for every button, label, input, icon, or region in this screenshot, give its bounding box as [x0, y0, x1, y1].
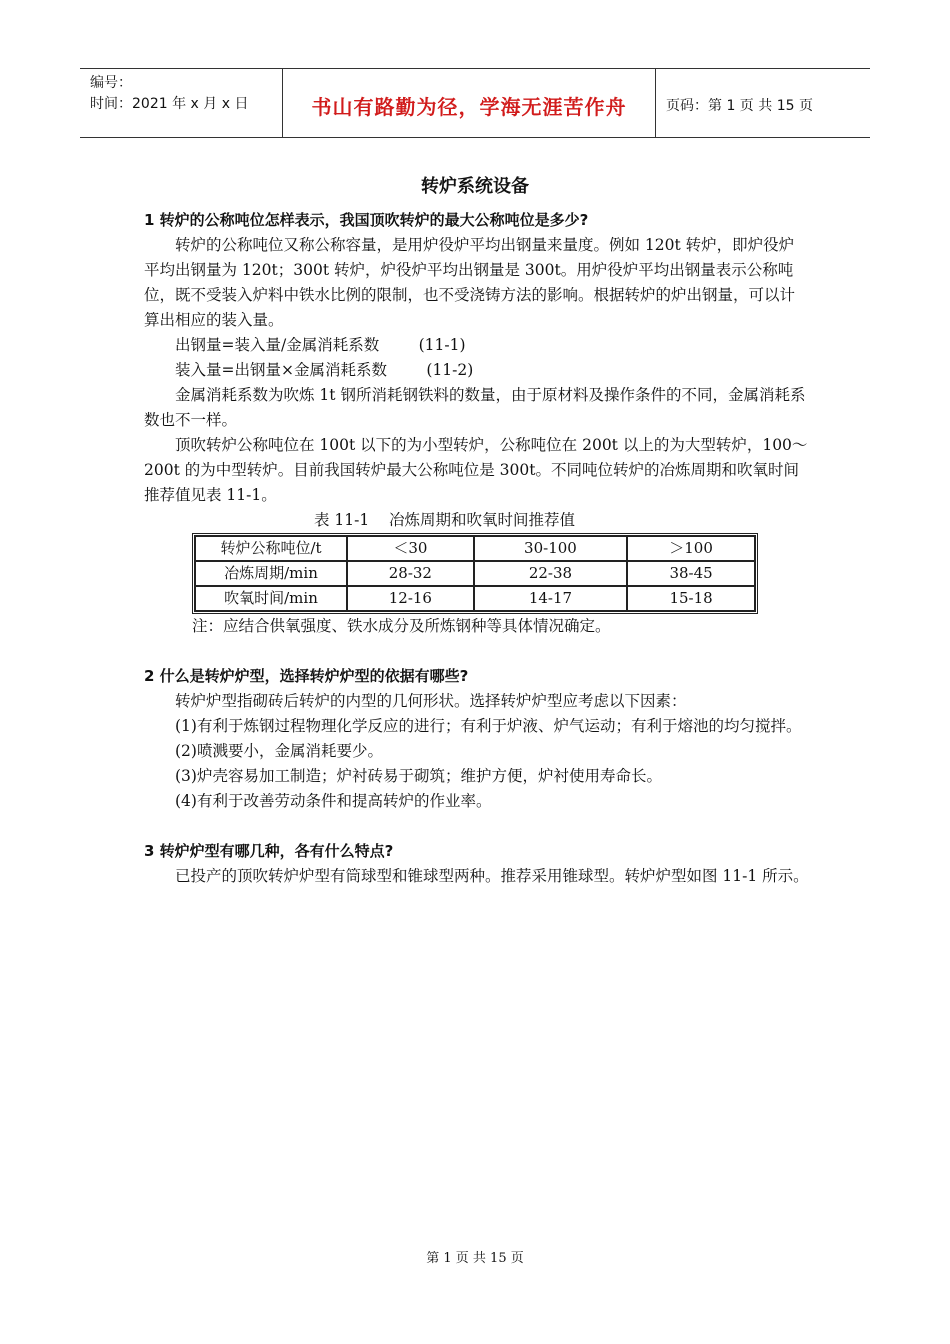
table-cell: 转炉公称吨位/t [195, 536, 347, 561]
motto: 书山有路勤为径，学海无涯苦作舟 [311, 95, 627, 119]
page-info: 页码：第 1 页 共 15 页 [666, 98, 813, 114]
table-cell: 12-16 [347, 586, 474, 611]
paragraph: 顶吹转炉公称吨位在 100t 以下的为小型转炉，公称吨位在 200t 以上的为大型转炉，100～200t 的为中型转炉。目前我国转炉最大公称吨位是 300t。不同吨位转炉的冶炼周期和吹氧时间推荐值见表 11-1。 [144, 436, 808, 504]
date-label: 时间：2021 年 x 月 x 日 [90, 96, 249, 112]
table-note: 注：应结合供氧强度、铁水成分及所炼钢种等具体情况确定。 [192, 617, 611, 635]
page-footer: 第 1 页 共 15 页 [426, 1251, 524, 1266]
header-left [90, 73, 280, 115]
question-2: 2 什么是转炉炉型，选择转炉炉型的依据有哪些? [144, 667, 469, 685]
table-cell: ＜30 [347, 536, 474, 561]
table-cell: 28-32 [347, 561, 474, 586]
question-3: 3 转炉炉型有哪几种，各有什么特点? [144, 842, 394, 860]
table-cell: 14-17 [474, 586, 627, 611]
question-1: 1 转炉的公称吨位怎样表示，我国顶吹转炉的最大公称吨位是多少? [144, 211, 589, 229]
table-caption: 表 11-1 冶炼周期和吹氧时间推荐值 [314, 511, 575, 529]
formula-11-2: 装入量=出钢量×金属消耗系数 (11-2) [175, 361, 474, 379]
list-item: (4)有利于改善劳动条件和提高转炉的作业率。 [175, 792, 492, 810]
data-table [192, 533, 758, 614]
list-item: (1)有利于炼钢过程物理化学反应的进行；有利于炉液、炉气运动；有利于熔池的均匀搅拌。 [175, 717, 802, 735]
page-header [80, 68, 870, 138]
table-cell: 30-100 [474, 536, 627, 561]
document-title: 转炉系统设备 [421, 176, 529, 197]
table-cell: 吹氧时间/min [195, 586, 347, 611]
paragraph: 转炉的公称吨位又称公称容量，是用炉役炉平均出钢量来量度。例如 120t 转炉，即炉役炉平均出钢量为 120t；300t 转炉，炉役炉平均出钢量是 300t。用炉役炉平均出钢量表示公称吨位，既不受装入炉料中铁水比例的限制，也不受浇铸方法的影响。根据转炉的炉出钢量，可以计算出相应的装入量。 [144, 236, 796, 329]
table-row [195, 536, 755, 561]
table-cell: 38-45 [627, 561, 755, 586]
document-body [144, 208, 809, 889]
paragraph: 金属消耗系数为吹炼 1t 钢所消耗钢铁料的数量，由于原材料及操作条件的不同，金属消耗系数也不一样。 [144, 386, 806, 429]
table-cell: ＞100 [627, 536, 755, 561]
paragraph: 转炉炉型指砌砖后转炉的内型的几何形状。选择转炉炉型应考虑以下因素： [175, 692, 687, 710]
table-cell: 22-38 [474, 561, 627, 586]
formula-11-1: 出钢量=装入量/金属消耗系数 (11-1) [175, 336, 466, 354]
list-item: (2)喷溅要小，金属消耗要少。 [175, 742, 383, 760]
header-motto-cell [282, 69, 656, 137]
table-row [195, 561, 755, 586]
list-item: (3)炉壳容易加工制造；炉衬砖易于砌筑；维护方便，炉衬使用寿命长。 [175, 767, 662, 785]
table-row [195, 586, 755, 611]
number-label: 编号： [90, 75, 132, 91]
table-cell: 15-18 [627, 586, 755, 611]
table-cell: 冶炼周期/min [195, 561, 347, 586]
paragraph: 已投产的顶吹转炉炉型有筒球型和锥球型两种。推荐采用锥球型。转炉炉型如图 11-1 所示。 [175, 867, 809, 885]
